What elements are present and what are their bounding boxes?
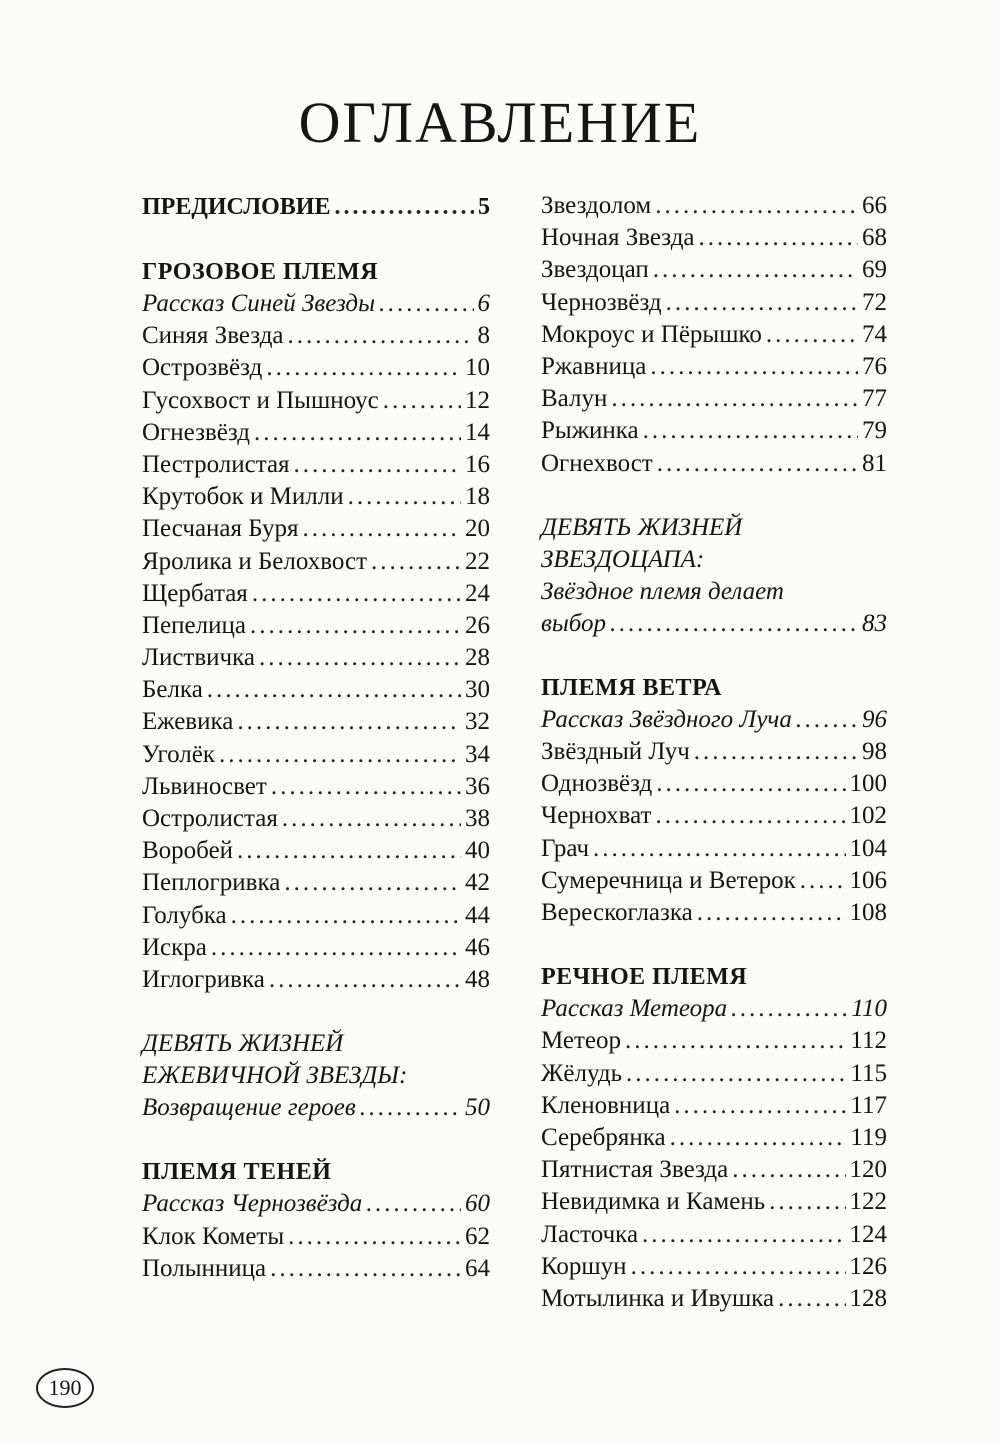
entry-label: Рыжинка bbox=[541, 417, 639, 445]
entry-label: ПРЕДИСЛОВИЕ bbox=[142, 194, 331, 220]
entry-label: Невидимка и Камень bbox=[541, 1188, 766, 1216]
entry-page: 34 bbox=[465, 740, 490, 768]
toc-entry[interactable] bbox=[142, 546, 490, 578]
windclan-entries bbox=[541, 704, 887, 929]
section-heading: ГРОЗОВОЕ ПЛЕМЯ bbox=[142, 259, 379, 285]
entry-label: Острозвёзд bbox=[142, 354, 263, 382]
entry-label: Ежевика bbox=[142, 708, 234, 736]
toc-entry[interactable] bbox=[541, 319, 887, 351]
leader-dots bbox=[655, 190, 858, 222]
entry-page: 28 bbox=[465, 644, 490, 672]
entry-page: 83 bbox=[862, 609, 887, 637]
shadowclan-continued-entries bbox=[541, 190, 887, 480]
entry-page: 44 bbox=[465, 901, 490, 929]
toc-entry[interactable] bbox=[142, 739, 490, 771]
entry-page: 117 bbox=[850, 1091, 887, 1119]
shadowclan-entries bbox=[142, 1188, 490, 1285]
section-heading-line: ЗВЕЗДОЦАПА: bbox=[541, 545, 705, 573]
entry-page: 119 bbox=[850, 1123, 887, 1151]
leader-dots bbox=[219, 739, 461, 771]
entry-label: выбор bbox=[541, 609, 607, 637]
entry-page: 96 bbox=[862, 705, 887, 733]
entry-page: 8 bbox=[477, 322, 490, 350]
entry-page: 40 bbox=[465, 837, 490, 865]
toc-entry[interactable] bbox=[541, 1251, 887, 1283]
toc-entry[interactable] bbox=[142, 1221, 490, 1253]
leader-dots bbox=[269, 964, 461, 996]
entry-page: 122 bbox=[849, 1188, 887, 1216]
entry-page: 16 bbox=[465, 450, 490, 478]
entry-label: Чернозвёзд bbox=[541, 288, 662, 316]
leader-dots bbox=[800, 865, 846, 897]
entry-label: Листвичка bbox=[142, 644, 255, 672]
entry-label: Рассказ Метеора bbox=[541, 995, 728, 1023]
toc-left-column bbox=[142, 190, 490, 1317]
leader-dots bbox=[656, 768, 845, 800]
windclan-section bbox=[541, 672, 887, 929]
entry-page: 48 bbox=[465, 965, 490, 993]
leader-dots bbox=[271, 771, 461, 803]
leader-dots bbox=[699, 222, 858, 254]
toc-entry[interactable] bbox=[142, 900, 490, 932]
entry-label: Синяя Звезда bbox=[142, 322, 284, 350]
entry-page: 22 bbox=[465, 547, 490, 575]
leader-dots bbox=[626, 1058, 846, 1090]
entry-label: Чернохват bbox=[541, 802, 652, 830]
entry-label: Крутобок и Милли bbox=[142, 483, 344, 511]
entry-page: 24 bbox=[465, 579, 490, 607]
leader-dots bbox=[731, 993, 847, 1025]
toc-entry[interactable] bbox=[142, 352, 490, 384]
riverclan-entries bbox=[541, 993, 887, 1315]
toc-entry[interactable] bbox=[541, 1122, 887, 1154]
entry-label: Ночная Звезда bbox=[541, 224, 695, 252]
toc-entry[interactable] bbox=[541, 222, 887, 254]
entry-page: 77 bbox=[862, 385, 887, 413]
toc-entry[interactable] bbox=[142, 771, 490, 803]
leader-dots bbox=[371, 546, 461, 578]
toc-entry[interactable] bbox=[541, 736, 887, 768]
page-number: 190 bbox=[36, 1368, 94, 1408]
leader-dots bbox=[383, 385, 461, 417]
leader-dots bbox=[348, 481, 461, 513]
entry-label: Пепелица bbox=[142, 611, 246, 639]
toc-entry[interactable] bbox=[541, 865, 887, 897]
entry-page: 124 bbox=[849, 1220, 887, 1248]
leader-dots bbox=[334, 190, 474, 224]
toc-entry[interactable] bbox=[142, 706, 490, 738]
leader-dots bbox=[643, 415, 858, 447]
entry-page: 32 bbox=[465, 708, 490, 736]
toc-entry[interactable] bbox=[541, 1058, 887, 1090]
entry-page: 5 bbox=[478, 194, 490, 220]
leader-dots bbox=[611, 383, 858, 415]
toc-entry[interactable] bbox=[541, 415, 887, 447]
toc-entry[interactable] bbox=[541, 897, 887, 929]
section-heading: РЕЧНОЕ ПЛЕМЯ bbox=[541, 964, 748, 991]
entry-label: Звездоцап bbox=[541, 256, 649, 284]
leader-dots bbox=[732, 1154, 845, 1186]
toc-entry[interactable] bbox=[142, 449, 490, 481]
leader-dots bbox=[650, 351, 858, 383]
leader-dots bbox=[288, 320, 474, 352]
shadowclan-section bbox=[142, 1156, 490, 1285]
leader-dots bbox=[670, 1122, 847, 1154]
entry-page: 112 bbox=[850, 1027, 887, 1055]
section-heading-line: ДЕВЯТЬ ЖИЗНЕЙ bbox=[541, 513, 743, 541]
entry-label: Огнезвёзд bbox=[142, 418, 251, 446]
toc-entry[interactable] bbox=[541, 351, 887, 383]
entry-page: 102 bbox=[849, 802, 887, 830]
entry-page: 38 bbox=[465, 805, 490, 832]
entry-label: Щербатая bbox=[142, 579, 248, 607]
thunderclan-section bbox=[142, 256, 490, 996]
toc-entry[interactable] bbox=[541, 190, 887, 222]
entry-page: 64 bbox=[465, 1254, 490, 1282]
entry-label: Полынница bbox=[142, 1254, 267, 1282]
entry-label: Рассказ Звёздного Луча bbox=[541, 705, 792, 733]
toc-entry[interactable] bbox=[142, 385, 490, 417]
entry-page: 98 bbox=[862, 738, 887, 766]
leader-dots bbox=[366, 1188, 461, 1220]
toc-entry[interactable] bbox=[541, 1219, 887, 1251]
entry-label: Искра bbox=[142, 933, 207, 961]
entry-page: 128 bbox=[849, 1284, 887, 1312]
leader-dots bbox=[379, 288, 473, 320]
thunderclan-entries bbox=[142, 288, 490, 996]
entry-label: Песчаная Буря bbox=[142, 515, 299, 543]
entry-page: 50 bbox=[465, 1094, 490, 1122]
tigerstar-section bbox=[541, 512, 887, 640]
entry-label: Жёлудь bbox=[541, 1059, 623, 1087]
entry-page: 79 bbox=[862, 417, 887, 445]
entry-label: Сумеречница и Ветерок bbox=[541, 866, 796, 894]
leader-dots bbox=[284, 867, 461, 899]
leader-dots bbox=[294, 449, 461, 481]
toc-entry[interactable] bbox=[541, 704, 887, 736]
leader-dots bbox=[666, 287, 858, 319]
toc-entry[interactable] bbox=[541, 608, 887, 640]
leader-dots bbox=[625, 1025, 846, 1057]
toc-entry[interactable] bbox=[142, 578, 490, 610]
entry-label: Кленовница bbox=[541, 1091, 671, 1119]
leader-dots bbox=[250, 610, 461, 642]
toc-entry[interactable] bbox=[541, 800, 887, 832]
leader-dots bbox=[642, 1219, 845, 1251]
entry-label: Серебрянка bbox=[541, 1123, 666, 1151]
entry-page: 46 bbox=[465, 933, 490, 961]
entry-label: Уголёк bbox=[142, 740, 216, 768]
toc-entry[interactable] bbox=[142, 320, 490, 352]
toc-entry[interactable] bbox=[142, 964, 490, 996]
toc-entry[interactable] bbox=[142, 1092, 490, 1124]
toc-entry[interactable] bbox=[142, 610, 490, 642]
entry-label: Пестролистая bbox=[142, 450, 290, 478]
toc-entry[interactable] bbox=[541, 1090, 887, 1122]
leader-dots bbox=[288, 1221, 461, 1253]
toc-right-column bbox=[541, 190, 887, 1347]
entry-label: Белка bbox=[142, 676, 203, 704]
entry-page: 36 bbox=[465, 772, 490, 800]
toc-entry[interactable] bbox=[142, 932, 490, 964]
toc-entry[interactable] bbox=[142, 288, 490, 320]
leader-dots bbox=[674, 1090, 846, 1122]
toc-entry[interactable] bbox=[142, 513, 490, 545]
leader-dots bbox=[254, 417, 461, 449]
section-heading-line: ЕЖЕВИЧНОЙ ЗВЕЗДЫ: bbox=[142, 1062, 408, 1090]
entry-label: Верескоглазка bbox=[541, 899, 693, 926]
entry-page: 62 bbox=[465, 1222, 490, 1250]
entry-label: Коршун bbox=[541, 1252, 627, 1280]
entry-label: Яролика и Белохвост bbox=[142, 547, 368, 575]
entry-page: 68 bbox=[862, 224, 887, 252]
entry-label: Звездолом bbox=[541, 192, 652, 219]
entry-page: 110 bbox=[851, 995, 887, 1023]
toc-entry[interactable] bbox=[142, 835, 490, 867]
entry-page: 26 bbox=[465, 611, 490, 639]
leader-dots bbox=[655, 800, 845, 832]
entry-label: Возвращение героев bbox=[142, 1094, 356, 1122]
entry-page: 120 bbox=[849, 1156, 887, 1184]
toc-entry[interactable] bbox=[541, 383, 887, 415]
entry-label: Мотылинка и Ивушка bbox=[541, 1284, 775, 1312]
entry-label: Однозвёзд bbox=[541, 770, 653, 798]
leader-dots bbox=[207, 674, 461, 706]
preface-section bbox=[142, 190, 490, 224]
entry-page: 12 bbox=[465, 386, 490, 414]
entry-page: 108 bbox=[849, 899, 887, 926]
entry-page: 42 bbox=[465, 869, 490, 897]
entry-page: 18 bbox=[465, 483, 490, 511]
toc-entry[interactable] bbox=[541, 768, 887, 800]
entry-page: 115 bbox=[850, 1059, 887, 1087]
leader-dots bbox=[610, 608, 858, 640]
section-subtitle: Звёздное племя делает bbox=[541, 577, 784, 605]
leader-dots bbox=[697, 897, 846, 929]
entry-page: 69 bbox=[862, 256, 887, 284]
section-heading: ПЛЕМЯ ВЕТРА bbox=[541, 674, 722, 701]
toc-entry[interactable] bbox=[541, 1154, 887, 1186]
leader-dots bbox=[657, 448, 858, 480]
toc-entry-preface[interactable] bbox=[142, 190, 490, 224]
entry-label: Огнехвост bbox=[541, 449, 653, 477]
leader-dots bbox=[360, 1092, 461, 1124]
page-title: ОГЛАВЛЕНИЕ bbox=[298, 90, 702, 155]
toc-entry[interactable] bbox=[142, 642, 490, 674]
toc-entry[interactable] bbox=[142, 674, 490, 706]
entry-label: Гусохвост и Пышноус bbox=[142, 386, 379, 414]
leader-dots bbox=[796, 704, 858, 736]
toc-entry[interactable] bbox=[541, 1186, 887, 1218]
leader-dots bbox=[282, 803, 461, 835]
leader-dots bbox=[631, 1251, 846, 1283]
leader-dots bbox=[303, 513, 462, 545]
entry-page: 6 bbox=[477, 290, 490, 317]
riverclan-section bbox=[541, 961, 887, 1315]
leader-dots bbox=[593, 833, 845, 865]
toc-entry[interactable] bbox=[541, 287, 887, 319]
entry-label: Львиносвет bbox=[142, 772, 267, 800]
entry-label: Рассказ Синей Звезды bbox=[142, 290, 376, 317]
entry-label: Пятнистая Звезда bbox=[541, 1156, 729, 1184]
entry-page: 81 bbox=[862, 449, 887, 477]
entry-page: 72 bbox=[862, 288, 887, 316]
toc-entry[interactable] bbox=[541, 448, 887, 480]
leader-dots bbox=[766, 319, 858, 351]
toc-entry[interactable] bbox=[142, 867, 490, 899]
entry-page: 76 bbox=[862, 352, 887, 380]
bramblestar-section bbox=[142, 1028, 490, 1124]
leader-dots bbox=[231, 900, 461, 932]
entry-label: Пеплогривка bbox=[142, 869, 281, 897]
entry-page: 100 bbox=[849, 770, 887, 798]
toc-entry[interactable] bbox=[541, 833, 887, 865]
entry-label: Метеор bbox=[541, 1027, 622, 1055]
entry-label: Воробей bbox=[142, 837, 234, 865]
leader-dots bbox=[259, 642, 461, 674]
toc-entry[interactable] bbox=[142, 481, 490, 513]
entry-label: Остролистая bbox=[142, 805, 278, 832]
shadowclan-continued-section bbox=[541, 190, 887, 480]
toc-entry[interactable] bbox=[142, 417, 490, 449]
entry-label: Ласточка bbox=[541, 1220, 639, 1248]
entry-label: Иглогривка bbox=[142, 965, 265, 993]
leader-dots bbox=[769, 1186, 845, 1218]
entry-label: Грач bbox=[541, 834, 590, 862]
entry-label: Валун bbox=[541, 385, 608, 413]
entry-label: Рассказ Чернозвёзда bbox=[142, 1190, 363, 1218]
section-heading: ПЛЕМЯ ТЕНЕЙ bbox=[142, 1159, 332, 1186]
leader-dots bbox=[653, 254, 858, 286]
toc-entry[interactable] bbox=[541, 993, 887, 1025]
toc-entry[interactable] bbox=[541, 254, 887, 286]
leader-dots bbox=[266, 352, 461, 384]
toc-entry[interactable] bbox=[541, 1025, 887, 1057]
section-heading-line: ДЕВЯТЬ ЖИЗНЕЙ bbox=[142, 1030, 344, 1058]
leader-dots bbox=[694, 736, 858, 768]
leader-dots bbox=[778, 1283, 845, 1315]
entry-label: Голубка bbox=[142, 901, 227, 929]
toc-entry[interactable] bbox=[541, 1283, 887, 1315]
leader-dots bbox=[237, 706, 461, 738]
entry-page: 106 bbox=[849, 866, 887, 894]
entry-page: 14 bbox=[465, 418, 490, 446]
entry-page: 30 bbox=[465, 676, 490, 704]
leader-dots bbox=[237, 835, 461, 867]
entry-page: 126 bbox=[849, 1252, 887, 1280]
entry-page: 10 bbox=[465, 354, 490, 382]
leader-dots bbox=[252, 578, 461, 610]
entry-label: Клок Кометы bbox=[142, 1222, 285, 1250]
toc-entry[interactable] bbox=[142, 1253, 490, 1285]
entry-label: Звёздный Луч bbox=[541, 738, 690, 766]
entry-page: 66 bbox=[862, 192, 887, 219]
toc-entry[interactable] bbox=[142, 803, 490, 835]
toc-entry[interactable] bbox=[142, 1188, 490, 1220]
entry-page: 104 bbox=[849, 834, 887, 862]
leader-dots bbox=[211, 932, 461, 964]
entry-page: 20 bbox=[465, 515, 490, 543]
leader-dots bbox=[270, 1253, 461, 1285]
entry-page: 74 bbox=[862, 320, 887, 348]
entry-page: 60 bbox=[465, 1190, 490, 1218]
entry-label: Мокроус и Пёрышко bbox=[541, 320, 762, 348]
entry-label: Ржавница bbox=[541, 352, 647, 380]
